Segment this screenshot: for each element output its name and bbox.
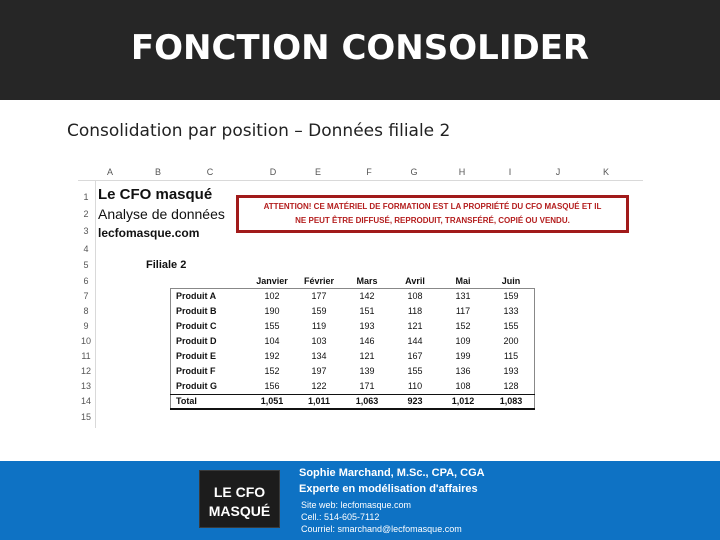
table-cell: 128 — [503, 381, 519, 391]
table-cell: 197 — [311, 366, 327, 376]
table-cell: 200 — [503, 336, 519, 346]
column-header-d: D — [269, 167, 277, 177]
row-number: 9 — [83, 321, 89, 331]
table-cell: 159 — [503, 291, 519, 301]
table-cell: 193 — [503, 366, 519, 376]
column-header-j: J — [555, 167, 561, 177]
table-cell: 177 — [311, 291, 327, 301]
product-label: Produit F — [176, 366, 216, 376]
title-bar — [0, 0, 720, 100]
table-cell: 139 — [359, 366, 375, 376]
table-cell: 142 — [359, 291, 375, 301]
table-cell: 110 — [407, 381, 423, 391]
table-cell: 155 — [264, 321, 280, 331]
total-cell: 923 — [407, 396, 423, 406]
author-role: Experte en modélisation d'affaires — [299, 483, 478, 495]
author-name: Sophie Marchand, M.Sc., CPA, CGA — [299, 467, 485, 479]
row-number: 8 — [83, 306, 89, 316]
table-cell: 117 — [455, 306, 471, 316]
month-header: Mars — [356, 276, 378, 286]
row-number: 12 — [80, 366, 91, 376]
row-number: 1 — [83, 192, 89, 202]
column-header-e: E — [314, 167, 321, 177]
product-label: Produit E — [176, 351, 216, 361]
table-cell: 108 — [407, 291, 423, 301]
product-label: Produit D — [176, 336, 217, 346]
logo-line-2: MASQUÉ — [208, 503, 271, 519]
table-cell: 136 — [455, 366, 471, 376]
month-header: Février — [303, 276, 335, 286]
slide-subtitle: Consolidation par position – Données filiale 2 — [67, 121, 451, 141]
table-cell: 102 — [264, 291, 280, 301]
table-cell: 155 — [503, 321, 519, 331]
cell-phone-text: Cell.: 514-605-7112 — [301, 512, 380, 522]
table-cell: 156 — [264, 381, 280, 391]
column-header-g: G — [410, 167, 418, 177]
table-cell: 104 — [264, 336, 280, 346]
row-number-column — [78, 181, 96, 428]
column-header-b: B — [154, 167, 161, 177]
table-cell: 134 — [311, 351, 327, 361]
table-cell: 152 — [264, 366, 280, 376]
month-header: Juin — [501, 276, 521, 286]
table-cell: 144 — [407, 336, 423, 346]
table-cell: 146 — [359, 336, 375, 346]
table-cell: 192 — [264, 351, 280, 361]
total-cell: 1,051 — [260, 396, 284, 406]
table-cell: 119 — [311, 321, 327, 331]
row-number: 11 — [81, 351, 91, 361]
table-cell: 121 — [359, 351, 375, 361]
table-cell: 159 — [311, 306, 327, 316]
slide-title: FONCTION CONSOLIDER — [130, 28, 590, 68]
table-cell: 155 — [407, 366, 423, 376]
total-cell: 1,012 — [451, 396, 475, 406]
email-text: Courriel: smarchand@lecfomasque.com — [301, 524, 462, 534]
brand-subtitle: Analyse de données — [98, 206, 225, 222]
table-cell: 103 — [311, 336, 327, 346]
warning-line-2: NE PEUT ÊTRE DIFFUSÉ, REPRODUIT, TRANSFÉRÉ, COPIÉ OU VENDU. — [295, 216, 570, 225]
row-number: 3 — [83, 226, 89, 236]
cfo-logo — [199, 470, 280, 528]
month-header: Janvier — [256, 276, 288, 286]
product-label: Produit C — [176, 321, 217, 331]
column-header-i: I — [508, 167, 512, 177]
row-number: 2 — [83, 209, 89, 219]
table-cell: 131 — [455, 291, 471, 301]
total-cell: 1,083 — [499, 396, 523, 406]
row-number: 15 — [80, 412, 91, 422]
month-header: Avril — [405, 276, 425, 286]
total-bottom-border — [170, 408, 535, 410]
copyright-warning-box — [236, 195, 629, 233]
column-header-h: H — [458, 167, 466, 177]
column-header-k: K — [602, 167, 609, 177]
total-cell: 1,063 — [355, 396, 379, 406]
brand-url: lecfomasque.com — [98, 226, 200, 240]
table-cell: 122 — [311, 381, 327, 391]
total-label: Total — [176, 396, 197, 406]
product-label: Produit B — [176, 306, 217, 316]
total-cell: 1,011 — [307, 396, 331, 406]
row-number: 5 — [83, 260, 89, 270]
table-cell: 118 — [407, 306, 423, 316]
filiale-label: Filiale 2 — [146, 259, 187, 271]
column-header-c: C — [206, 167, 214, 177]
table-cell: 121 — [407, 321, 423, 331]
table-cell: 151 — [359, 306, 375, 316]
row-number: 7 — [83, 291, 89, 301]
product-label: Produit G — [176, 381, 217, 391]
row-number: 13 — [80, 381, 91, 391]
column-header-row — [78, 166, 643, 181]
column-header-a: A — [106, 167, 113, 177]
table-cell: 133 — [503, 306, 519, 316]
product-label: Produit A — [176, 291, 217, 301]
row-number: 10 — [80, 336, 91, 346]
table-cell: 115 — [503, 351, 519, 361]
table-cell: 199 — [455, 351, 471, 361]
table-cell: 193 — [359, 321, 375, 331]
month-header: Mai — [455, 276, 471, 286]
row-number: 6 — [83, 276, 89, 286]
brand-title: Le CFO masqué — [98, 186, 213, 203]
total-top-border — [170, 394, 535, 395]
logo-line-1: LE CFO — [213, 484, 266, 500]
table-cell: 152 — [455, 321, 471, 331]
column-header-f: F — [366, 167, 372, 177]
table-cell: 190 — [264, 306, 280, 316]
row-number: 4 — [83, 244, 89, 254]
table-cell: 108 — [455, 381, 471, 391]
row-number: 14 — [80, 396, 91, 406]
warning-line-1: ATTENTION! CE MATÉRIEL DE FORMATION EST LA PROPRIÉTÉ DU CFO MASQUÉ ET IL — [263, 202, 602, 211]
table-cell: 171 — [359, 381, 375, 391]
table-cell: 109 — [455, 336, 471, 346]
website-text: Site web: lecfomasque.com — [301, 500, 412, 510]
table-cell: 167 — [407, 351, 423, 361]
